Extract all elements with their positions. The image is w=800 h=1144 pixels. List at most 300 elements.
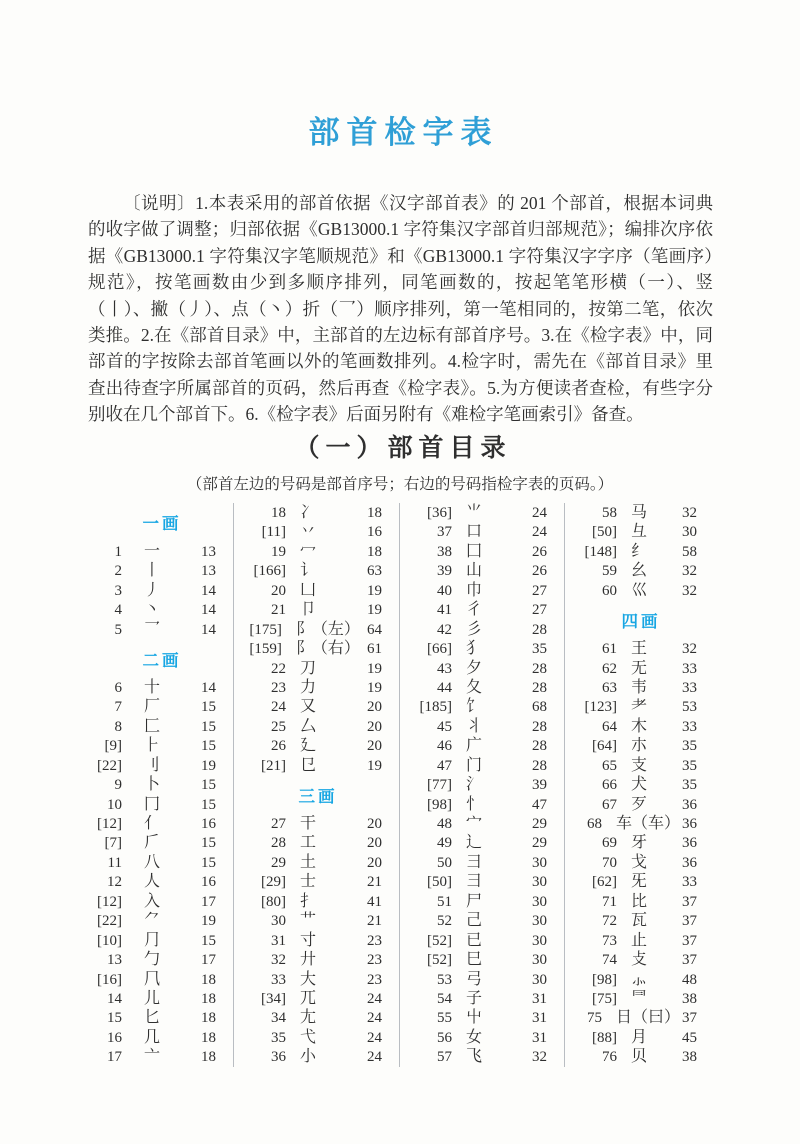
radical-glyph: 𠂆: [144, 834, 161, 852]
page-number: 20: [367, 738, 382, 755]
index-entry: [565, 581, 714, 600]
radical-serial-number: 55: [437, 1010, 452, 1027]
index-entry: [234, 814, 399, 833]
radical-glyph: 讠: [300, 562, 317, 580]
index-entry: [400, 522, 564, 541]
radical-glyph: 夕: [466, 659, 483, 677]
index-entry: [234, 1047, 399, 1066]
index-entry: [565, 911, 714, 930]
radical-serial-number: [185]: [419, 699, 452, 716]
radical-serial-number: [10]: [97, 932, 122, 949]
index-entry: [400, 620, 564, 639]
index-entry: [400, 970, 564, 989]
page-number: 37: [682, 952, 697, 969]
radical-glyph: 匕: [144, 1009, 161, 1027]
radical-serial-number: 26: [271, 738, 286, 755]
page-number: 37: [682, 913, 697, 930]
radical-glyph: ⺆: [144, 931, 161, 949]
radical-serial-number: 64: [602, 718, 617, 735]
radical-glyph: 支: [631, 756, 648, 774]
index-entry: [88, 931, 233, 950]
radical-glyph: 瓦: [631, 912, 648, 930]
radical-glyph: 力: [300, 678, 317, 696]
page-number: 28: [532, 738, 547, 755]
radical-serial-number: [22]: [97, 757, 122, 774]
page-number: 47: [532, 796, 547, 813]
radical-glyph: 女: [466, 1028, 483, 1046]
radical-serial-number: 12: [107, 874, 122, 891]
radical-serial-number: 60: [602, 582, 617, 599]
index-entry: [234, 892, 399, 911]
page-number: 26: [532, 543, 547, 560]
radical-glyph: 彡: [466, 620, 483, 638]
radical-serial-number: 44: [437, 679, 452, 696]
index-column: [564, 503, 714, 1067]
radical-glyph: 大: [300, 970, 317, 988]
section-subtitle: （部首左边的号码是部首序号；右边的号码指检字表的页码。）: [186, 476, 614, 493]
page-number: 38: [682, 990, 697, 1007]
radical-serial-number: [16]: [97, 971, 122, 988]
radical-glyph: 廴: [300, 737, 317, 755]
page-number: 15: [201, 796, 216, 813]
radical-glyph: ⺕: [466, 873, 483, 891]
index-entry: [88, 853, 233, 872]
radical-glyph: 丨: [144, 562, 161, 580]
page-number: 41: [367, 893, 382, 910]
radical-serial-number: [175]: [249, 621, 282, 638]
radical-serial-number: [9]: [104, 738, 122, 755]
radical-serial-number: 41: [437, 602, 452, 619]
radical-glyph: 辶: [466, 834, 483, 852]
stroke-count-header: 三画: [298, 786, 338, 806]
radical-serial-number: [66]: [427, 641, 452, 658]
radical-serial-number: 20: [271, 582, 286, 599]
radical-glyph: 月: [631, 1028, 648, 1046]
radical-serial-number: 59: [602, 563, 617, 580]
radical-serial-number: 74: [602, 952, 617, 969]
radical-glyph: 阝（左）: [295, 620, 360, 638]
radical-glyph: 夂: [466, 678, 483, 696]
radical-glyph: 止: [631, 931, 648, 949]
radical-serial-number: 69: [602, 835, 617, 852]
page-number: 14: [201, 621, 216, 638]
radical-glyph: 巳: [466, 951, 483, 969]
radical-glyph: 犬: [631, 776, 648, 794]
index-entry: [400, 697, 564, 716]
radical-glyph: 歹: [631, 795, 648, 813]
radical-glyph: ⺊: [144, 737, 161, 755]
radical-serial-number: 8: [114, 718, 122, 735]
page-number: 32: [682, 641, 697, 658]
index-entry: [400, 853, 564, 872]
index-entry: [234, 561, 399, 580]
page-number: 16: [201, 874, 216, 891]
radical-serial-number: 2: [114, 563, 122, 580]
radical-serial-number: [50]: [427, 874, 452, 891]
page-number: 18: [201, 990, 216, 1007]
radical-glyph: 屮: [466, 1009, 483, 1027]
index-entry: [88, 736, 233, 755]
page-number: 27: [532, 582, 547, 599]
index-entry: [234, 833, 399, 852]
page-number: 18: [201, 1049, 216, 1066]
index-entry: [88, 1008, 233, 1027]
page-number: 33: [682, 718, 697, 735]
page-number: 29: [532, 816, 547, 832]
index-entry: [565, 1008, 714, 1027]
index-entry: [400, 600, 564, 619]
index-entry: [88, 872, 233, 891]
index-entry: [88, 600, 233, 619]
radical-glyph: 廾: [300, 951, 317, 969]
radical-serial-number: [62]: [592, 874, 617, 891]
page-number: 45: [682, 1029, 697, 1046]
page-number: 16: [201, 816, 216, 833]
radical-glyph: 亻: [144, 815, 161, 833]
radical-glyph: 厶: [300, 717, 317, 735]
index-entry: [234, 678, 399, 697]
radical-glyph: 旡: [631, 873, 648, 891]
radical-serial-number: 34: [271, 1010, 286, 1027]
index-entry: [234, 503, 399, 522]
page-number: 35: [682, 777, 697, 794]
radical-glyph: 兀: [300, 989, 317, 1007]
radical-serial-number: 45: [437, 718, 452, 735]
radical-serial-number: 71: [602, 893, 617, 910]
radical-glyph: 勹: [144, 951, 161, 969]
index-entry: [88, 950, 233, 969]
radical-serial-number: [21]: [261, 757, 286, 774]
page-number: 37: [682, 932, 697, 949]
page-number: 19: [201, 757, 216, 774]
page-number: 20: [367, 718, 382, 735]
page-number: 13: [201, 563, 216, 580]
radical-glyph: 丿: [144, 581, 161, 599]
index-entry: [400, 639, 564, 658]
page-number: 14: [201, 582, 216, 599]
radical-serial-number: 5: [114, 621, 122, 638]
index-entry: [234, 639, 399, 658]
page-number: 35: [532, 641, 547, 658]
radical-serial-number: 48: [437, 816, 452, 832]
radical-glyph: 攴: [631, 951, 648, 969]
radical-glyph: 尢: [300, 1009, 317, 1027]
index-entry: [234, 911, 399, 930]
page-number: 18: [367, 543, 382, 560]
index-entry: [565, 970, 714, 989]
radical-glyph: 亠: [144, 1048, 161, 1066]
page-number: 35: [682, 738, 697, 755]
radical-glyph: 贝: [631, 1048, 648, 1066]
page-number: 19: [201, 913, 216, 930]
radical-glyph: 土: [300, 853, 317, 871]
index-entry: [234, 717, 399, 736]
page-number: 30: [532, 893, 547, 910]
page-number: 63: [367, 563, 382, 580]
page-number: 36: [682, 854, 697, 871]
page-number: 68: [532, 699, 547, 716]
page-number: 30: [532, 913, 547, 930]
stroke-count-header: 四画: [621, 611, 661, 631]
index-entry: [234, 736, 399, 755]
radical-glyph: 口: [466, 523, 483, 541]
index-entry: [234, 931, 399, 950]
page-number: 28: [532, 757, 547, 774]
page-number: 24: [367, 990, 382, 1007]
page-number: 33: [682, 874, 697, 891]
radical-glyph: 纟: [631, 542, 648, 560]
page-number: 15: [201, 738, 216, 755]
radical-serial-number: 72: [602, 913, 617, 930]
page-number: 29: [532, 835, 547, 852]
radical-glyph: 十: [144, 678, 161, 696]
index-entry: [565, 931, 714, 950]
page-number: 28: [532, 660, 547, 677]
index-entry: [565, 697, 714, 716]
radical-serial-number: 66: [602, 777, 617, 794]
radical-glyph: 尸: [466, 892, 483, 910]
radical-glyph: 八: [144, 853, 161, 871]
index-entry: [565, 503, 714, 522]
radical-serial-number: 27: [271, 816, 286, 833]
index-entry: [234, 853, 399, 872]
radical-glyph: 匚: [144, 717, 161, 735]
radical-serial-number: [159]: [249, 641, 282, 658]
radical-serial-number: 46: [437, 738, 452, 755]
index-entry: [234, 522, 399, 541]
radical-serial-number: 57: [437, 1049, 452, 1066]
radical-glyph: 刀: [300, 659, 317, 677]
radical-serial-number: 18: [271, 505, 286, 521]
page-number: 20: [367, 854, 382, 871]
index-entry: [234, 581, 399, 600]
page-number: 15: [201, 699, 216, 716]
radical-serial-number: 49: [437, 835, 452, 852]
radical-serial-number: [34]: [261, 990, 286, 1007]
radical-glyph: 幺: [631, 562, 648, 580]
page-number: 32: [682, 505, 697, 521]
index-column: [233, 503, 399, 1067]
radical-serial-number: 6: [114, 679, 122, 696]
page-title: 部首检字表: [308, 115, 499, 150]
stroke-count-header: 二画: [142, 650, 182, 670]
section-title: （一）部首目录: [294, 435, 512, 462]
page-number: 15: [201, 854, 216, 871]
index-entry: [565, 950, 714, 969]
page-number: 24: [532, 524, 547, 541]
index-entry: [400, 542, 564, 561]
radical-serial-number: 56: [437, 1029, 452, 1046]
radical-serial-number: 47: [437, 757, 452, 774]
radical-glyph: 一: [144, 542, 161, 560]
radical-serial-number: 22: [271, 660, 286, 677]
radical-serial-number: 40: [437, 582, 452, 599]
page-number: 33: [682, 679, 697, 696]
radical-serial-number: 37: [437, 524, 452, 541]
radical-serial-number: [64]: [592, 738, 617, 755]
page-number: 38: [682, 1049, 697, 1066]
radical-serial-number: 28: [271, 835, 286, 852]
radical-glyph: 彑: [631, 523, 648, 541]
radical-serial-number: [52]: [427, 952, 452, 969]
page-number: 19: [367, 679, 382, 696]
radical-glyph: 卜: [144, 776, 161, 794]
index-entry: [565, 561, 714, 580]
page-number: 19: [367, 602, 382, 619]
radical-serial-number: 30: [271, 913, 286, 930]
page-number: 36: [682, 835, 697, 852]
page-number: 30: [532, 854, 547, 871]
index-entry: [400, 1047, 564, 1066]
index-entry: [565, 736, 714, 755]
page-number: 19: [367, 660, 382, 677]
index-entry: [88, 970, 233, 989]
page-number: 15: [201, 835, 216, 852]
page-number: 28: [532, 679, 547, 696]
index-entry: [234, 989, 399, 1008]
radical-serial-number: 73: [602, 932, 617, 949]
index-entry: [565, 756, 714, 775]
radical-serial-number: 76: [602, 1049, 617, 1066]
radical-glyph: 乛: [144, 620, 161, 638]
radical-serial-number: [98]: [427, 796, 452, 813]
index-entry: [88, 1028, 233, 1047]
radical-serial-number: [123]: [584, 699, 617, 716]
index-entry: [88, 581, 233, 600]
radical-serial-number: 42: [437, 621, 452, 638]
index-entry: [400, 717, 564, 736]
radical-serial-number: 29: [271, 854, 286, 871]
index-entry: [565, 1047, 714, 1066]
radical-glyph: 耂: [631, 698, 648, 716]
radical-serial-number: 31: [271, 932, 286, 949]
page-number: 30: [532, 874, 547, 891]
index-column: [88, 503, 233, 1067]
radical-glyph: 忄: [466, 795, 483, 813]
page-number: 37: [682, 893, 697, 910]
radical-glyph: 朩: [631, 737, 648, 755]
index-entry: [400, 795, 564, 814]
radical-serial-number: 33: [271, 971, 286, 988]
page-number: 24: [367, 1029, 382, 1046]
radical-glyph: 无: [631, 659, 648, 677]
page-number: 23: [367, 932, 382, 949]
radical-serial-number: 35: [271, 1029, 286, 1046]
index-entry: [88, 620, 233, 639]
radical-glyph: 冂: [144, 795, 161, 813]
radical-glyph: 厂: [144, 698, 161, 716]
index-entry: [400, 931, 564, 950]
radical-serial-number: 61: [602, 641, 617, 658]
index-entry: [400, 678, 564, 697]
index-entry: [88, 911, 233, 930]
index-entry: [234, 659, 399, 678]
radical-serial-number: 9: [114, 777, 122, 794]
radical-serial-number: 68: [586, 816, 602, 833]
index-entry: [88, 678, 233, 697]
radical-serial-number: 1: [114, 543, 122, 560]
radical-serial-number: 19: [271, 543, 286, 560]
radical-glyph: 扌: [300, 892, 317, 910]
radical-glyph: 门: [466, 756, 483, 774]
page-number: 30: [682, 524, 697, 541]
radical-serial-number: [98]: [592, 971, 617, 988]
radical-serial-number: 16: [107, 1029, 122, 1046]
page-number: 28: [532, 718, 547, 735]
index-entry: [565, 522, 714, 541]
index-entry: [88, 561, 233, 580]
radical-glyph: 山: [466, 562, 483, 580]
radical-serial-number: 23: [271, 679, 286, 696]
radical-glyph: 刂: [144, 756, 161, 774]
page-number: 19: [367, 757, 382, 774]
page-number: 64: [367, 621, 382, 638]
radical-glyph: 己: [466, 912, 483, 930]
radical-serial-number: 7: [114, 699, 122, 716]
radical-serial-number: 17: [107, 1049, 122, 1066]
radical-glyph: 飞: [466, 1048, 483, 1066]
radical-glyph: 小: [300, 1048, 317, 1066]
radical-glyph: 冖: [300, 542, 317, 560]
page-number: 19: [367, 582, 382, 599]
page-number: 31: [532, 1029, 547, 1046]
index-entry: [234, 620, 399, 639]
radical-serial-number: [166]: [253, 563, 286, 580]
radical-glyph: 韦: [631, 678, 648, 696]
index-entry: [400, 756, 564, 775]
page-number: 30: [532, 952, 547, 969]
radical-serial-number: [29]: [261, 874, 286, 891]
radical-serial-number: 43: [437, 660, 452, 677]
radical-glyph: 人: [144, 873, 161, 891]
page-number: 32: [532, 1049, 547, 1066]
page-number: 32: [682, 563, 697, 580]
radical-serial-number: 65: [602, 757, 617, 774]
radical-serial-number: 10: [107, 796, 122, 813]
page-number: 39: [532, 777, 547, 794]
radical-glyph: 丷: [300, 523, 317, 541]
radical-serial-number: 51: [437, 893, 452, 910]
index-entry: [400, 872, 564, 891]
index-entry: [234, 600, 399, 619]
radical-serial-number: 11: [107, 854, 122, 871]
index-column: [399, 503, 564, 1067]
page-number: 21: [367, 874, 382, 891]
page-number: 17: [201, 893, 216, 910]
index-entry: [565, 814, 714, 833]
index-entry: [234, 872, 399, 891]
page-number: 20: [367, 835, 382, 852]
radical-serial-number: 63: [602, 679, 617, 696]
radical-serial-number: [75]: [592, 990, 617, 1007]
index-entry: [565, 989, 714, 1008]
radical-glyph: 又: [300, 698, 317, 716]
index-entry: [234, 950, 399, 969]
page-number: 33: [682, 660, 697, 677]
radical-glyph: 子: [466, 989, 483, 1007]
radical-serial-number: [88]: [592, 1029, 617, 1046]
radical-glyph: 广: [466, 737, 483, 755]
index-entry: [565, 892, 714, 911]
index-entry: [400, 736, 564, 755]
index-entry: [565, 542, 714, 561]
radical-serial-number: 36: [271, 1049, 286, 1066]
radical-serial-number: 70: [602, 854, 617, 871]
index-entry: [234, 697, 399, 716]
page-number: 15: [201, 718, 216, 735]
index-entry: [88, 989, 233, 1008]
radical-glyph: 弓: [466, 970, 483, 988]
